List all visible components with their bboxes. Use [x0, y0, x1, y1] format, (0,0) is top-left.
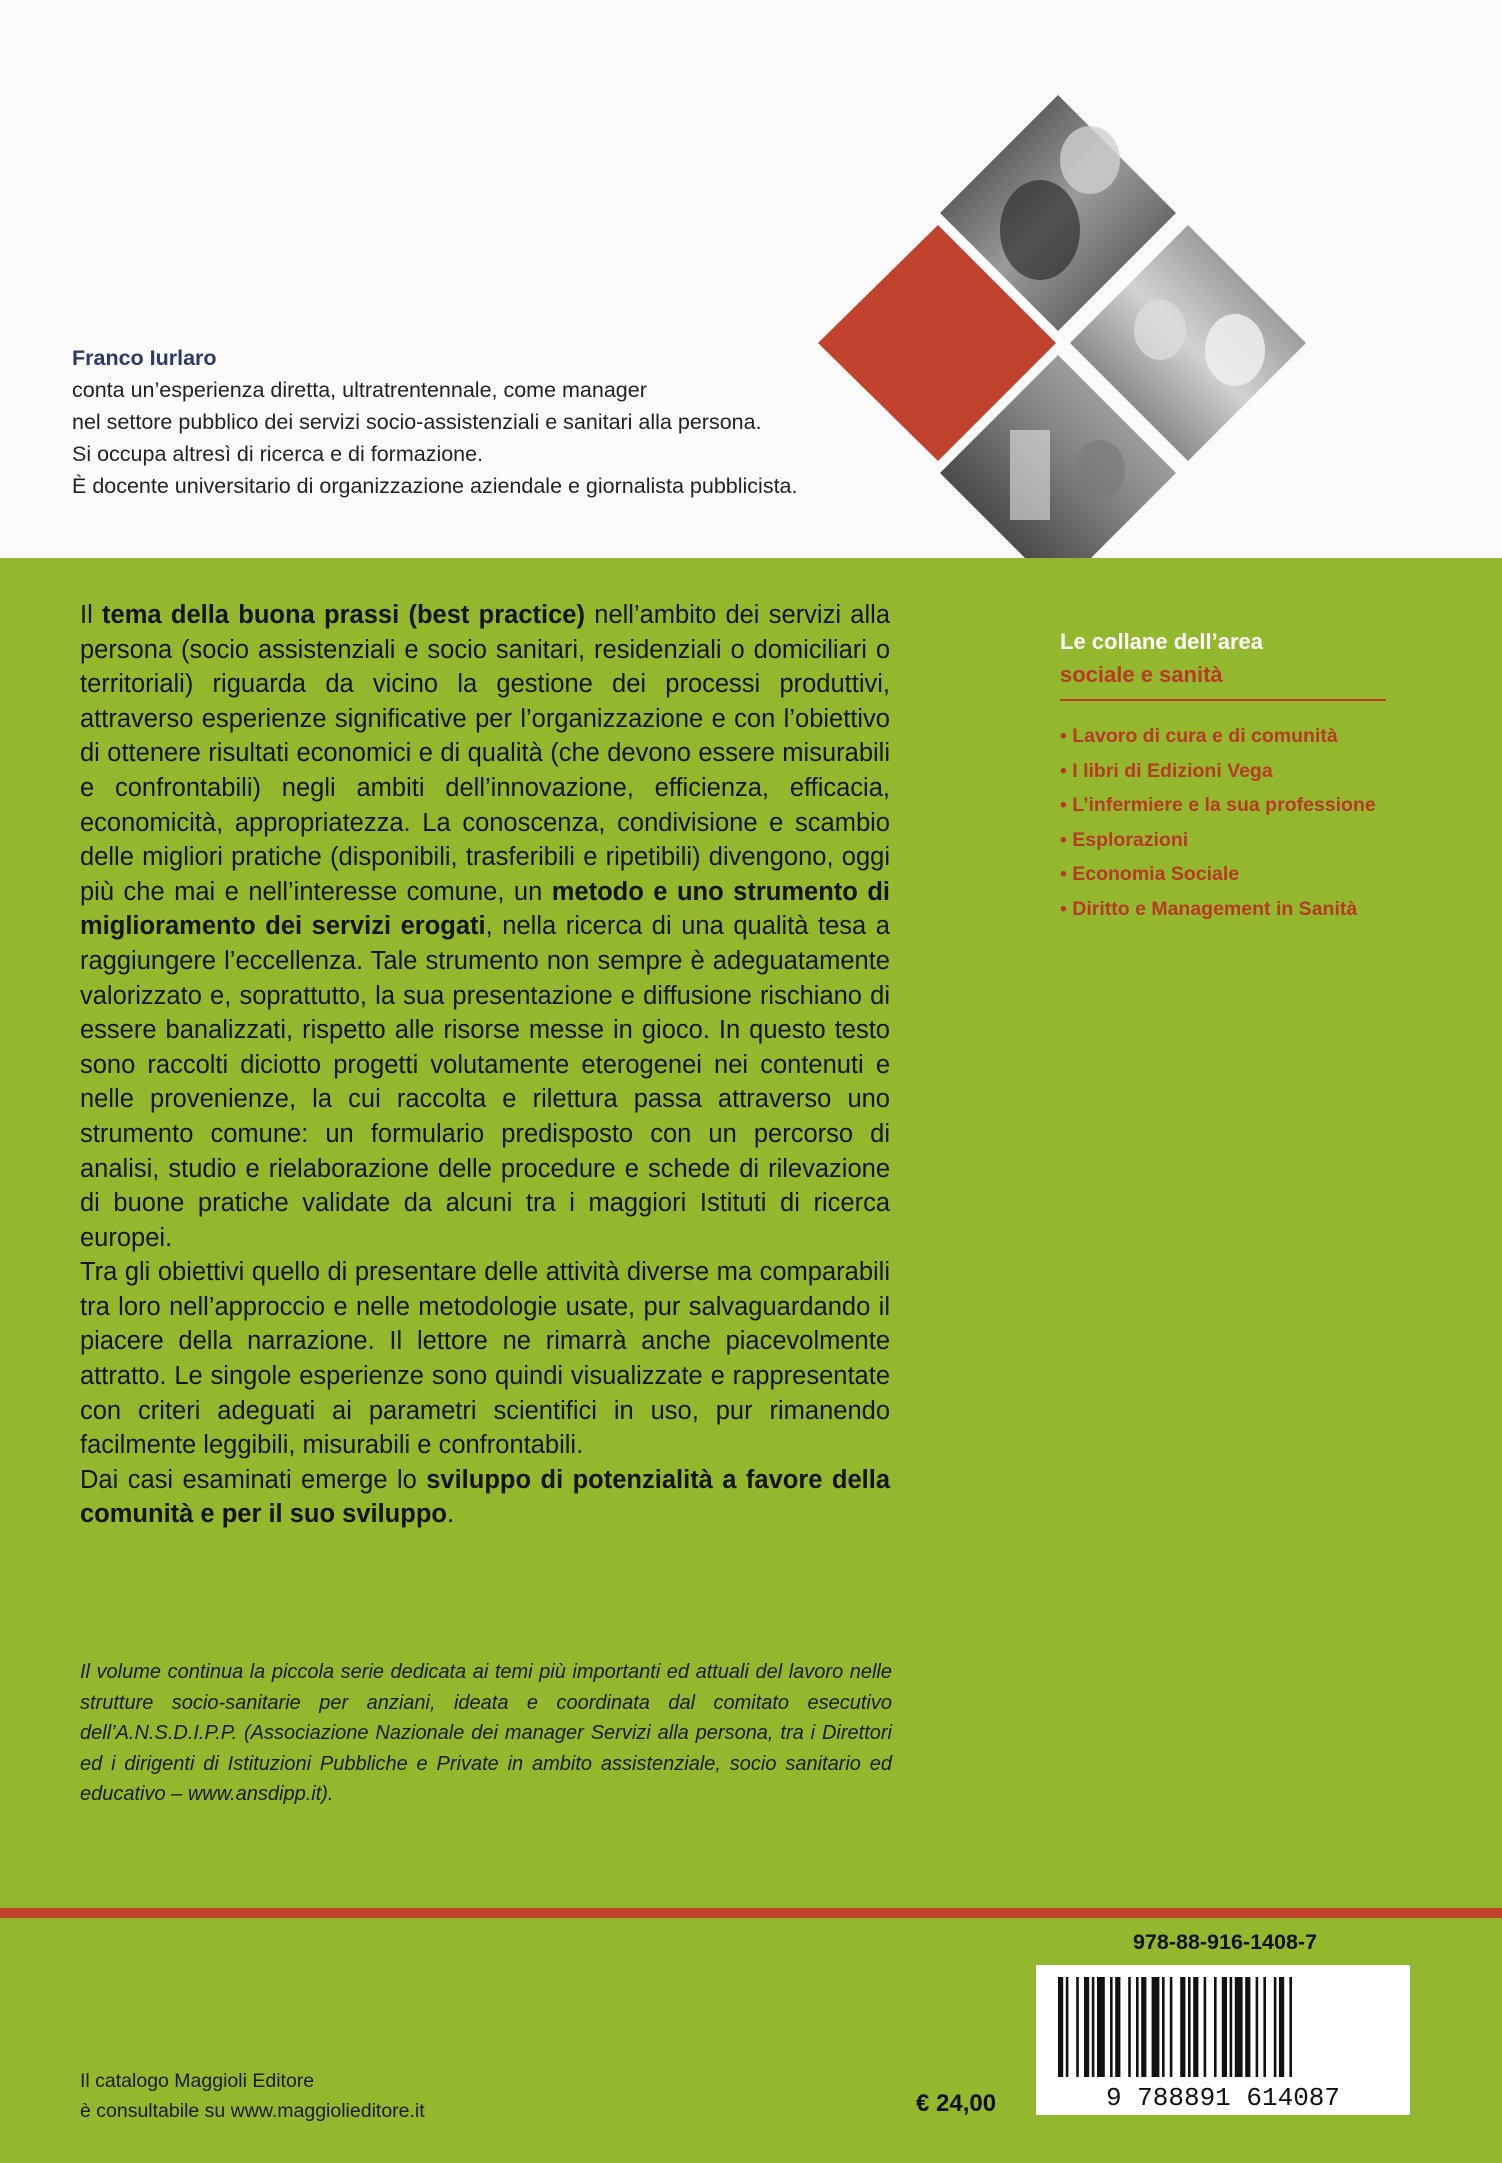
barcode-bar [1097, 1977, 1105, 2077]
series-note: Il volume continua la piccola serie dedicata ai temi più importanti ed attuali del lavoro nelle strutture socio-sanitarie per anziani, ideata e coordinata dal comitato esecutivo dell’A.N.S.D.I.P.P. (Associazione Nazionale dei manager Servizi alla persona, tra i Direttori ed i dirigenti di Istituzioni Pubbliche e Private in ambito assistenziale, socio sanitario ed educativo – www.ansdipp.it). [80, 1661, 892, 1805]
series-item: • Lavoro di cura e di comunità [1060, 725, 1338, 747]
photo-mosaic [0, 0, 1502, 600]
text-bold: tema della buona prassi (best practice) [102, 601, 585, 629]
barcode-bar [1245, 1977, 1250, 2077]
author-bio-line: Si occupa altresì di ricerca e di formazione. [72, 442, 484, 466]
barcode-bar [1162, 1977, 1165, 2077]
catalog-line: è consultabile su www.maggiolieditore.it [80, 2100, 425, 2122]
catalog-info [80, 2066, 425, 2126]
text-run: , nella ricerca di una qualità tesa a raggiungere l’eccellenza. Tale strumento non sempre è adeguatamente valorizzato e, soprattutto, la sua presentazione e diffusione rischiano di essere banalizzati, rispetto alle risorse messe in gioco. In questo testo sono raccolti diciotto progetti volutamente eterogenei nei contenuti e nelle provenienze, la cui raccolta e rilettura passa attraverso uno strumento comune: un formulario predisposto con un percorso di analisi, studio e rielaborazione delle procedure e schede di rilevazione di buone pratiche validate da alcuni tra i maggiori Istituti di ricerca europei. [80, 912, 890, 1252]
barcode-bar [1235, 1977, 1243, 2077]
author-bio-line: È docente universitario di organizzazione aziendale e giornalista pubblicista. [72, 474, 798, 498]
series-heading: Le collane dell’area [1060, 629, 1263, 654]
series-subheading: sociale e sanità [1060, 662, 1223, 687]
photo-figure [1205, 314, 1265, 386]
barcode-bar [1058, 1977, 1063, 2077]
barcode-bar [1222, 1977, 1227, 2077]
barcode-bar [1204, 1977, 1207, 2077]
text-run: nell’ambito dei servizi alla persona (socio assistenziali e socio sanitari, residenziali o domiciliari o territoriali) riguarda da vicino la gestione dei processi produttivi, attraverso esperienze significative per l’organizzazione e con l’obiettivo di ottenere risultati economici e di qualità (che devono essere misurabili e confrontabili) negli ambiti dell’innovazione, efficienza, efficacia, economicità, appropriatezza. La conoscenza, condivisione e scambio delle migliori pratiche (disponibili, trasferibili e ripetibili) divengono, oggi più che mai e nell’interesse comune, un [80, 601, 890, 906]
barcode-bar [1128, 1977, 1131, 2077]
barcode [1036, 1965, 1410, 2115]
series-item: • Esplorazioni [1060, 828, 1189, 851]
text-bold: sviluppo di potenzialità a favore della comunità e per il suo sviluppo [80, 1465, 890, 1529]
barcode-bar [1214, 1977, 1217, 2077]
series-item: • I libri di Edizioni Vega [1060, 759, 1273, 782]
barcode-bar [1066, 1977, 1069, 2077]
barcode-bar [1230, 1977, 1233, 2077]
author-bio-line: conta un’esperienza diretta, ultratrentennale, come manager [72, 378, 647, 402]
synopsis-paragraph: Tra gli obiettivi quello di presentare delle attività diverse ma comparabili tra loro nell’approccio e nelle metodologie usate, pur salvaguardando il piacere della narrazione. Il lettore ne rimarrà anche piacevolmente attratto. Le singole esperienze sono quindi visualizzate e rappresentate con criteri adeguati ai parametri scientifici in uso, pur rimanendo facilmente leggibili, misurabili e confrontabili. [80, 1258, 890, 1460]
barcode-bar [1152, 1977, 1160, 2077]
text-run: Dai casi esaminati emerge lo [80, 1465, 427, 1494]
photo-figure [1075, 440, 1125, 500]
barcode-bar [1256, 1977, 1259, 2077]
barcode-bar [1279, 1977, 1284, 2077]
synopsis-text [80, 598, 890, 1532]
text-run: . [446, 1500, 455, 1529]
author-bio [72, 342, 797, 502]
series-item: • Diritto e Management in Sanità [1060, 897, 1358, 920]
barcode-bar [1193, 1977, 1198, 2077]
price: € 24,00 [916, 2090, 997, 2117]
barcode-bar [1289, 1977, 1292, 2077]
barcode-bar [1170, 1977, 1173, 2077]
series-divider [1060, 699, 1386, 701]
barcode-bar [1136, 1977, 1139, 2077]
author-name: Franco Iurlaro [72, 346, 217, 370]
barcode-bar [1141, 1977, 1146, 2077]
barcode-bar [1076, 1977, 1079, 2077]
synopsis-paragraph [80, 598, 890, 1255]
text-bold: metodo e uno strumento di miglioramento dei servizi erogati [80, 877, 890, 941]
photo-figure [1010, 430, 1050, 520]
red-divider-bar [0, 1908, 1502, 1918]
barcode-bar [1263, 1977, 1266, 2077]
photo-figure [1000, 180, 1080, 280]
isbn-number: 978-88-916-1408-7 [1132, 1930, 1318, 1954]
barcode-digits: 9 788891 614087 [1105, 2083, 1341, 2113]
barcode-bar [1180, 1977, 1185, 2077]
barcode-bar [1092, 1977, 1095, 2077]
series-list [1060, 625, 1420, 927]
barcode-bar [1188, 1977, 1191, 2077]
barcode-bar [1115, 1977, 1120, 2077]
barcode-bar [1274, 1977, 1277, 2077]
author-bio-line: nel settore pubblico dei servizi socio-assistenziali e sanitari alla persona. [72, 410, 762, 434]
text-run: Il [80, 601, 103, 629]
barcode-bar [1110, 1977, 1113, 2077]
series-item: • L’infermiere e la sua professione [1060, 794, 1376, 817]
catalog-line: Il catalogo Maggioli Editore [80, 2070, 315, 2092]
photo-figure [1134, 300, 1186, 360]
barcode-bar [1084, 1977, 1089, 2077]
barcode-bars [1036, 1965, 1410, 2115]
synopsis-paragraph [80, 1463, 890, 1532]
series-items [1060, 719, 1420, 927]
series-item: • Economia Sociale [1060, 863, 1240, 886]
photo-figure [1060, 126, 1120, 194]
